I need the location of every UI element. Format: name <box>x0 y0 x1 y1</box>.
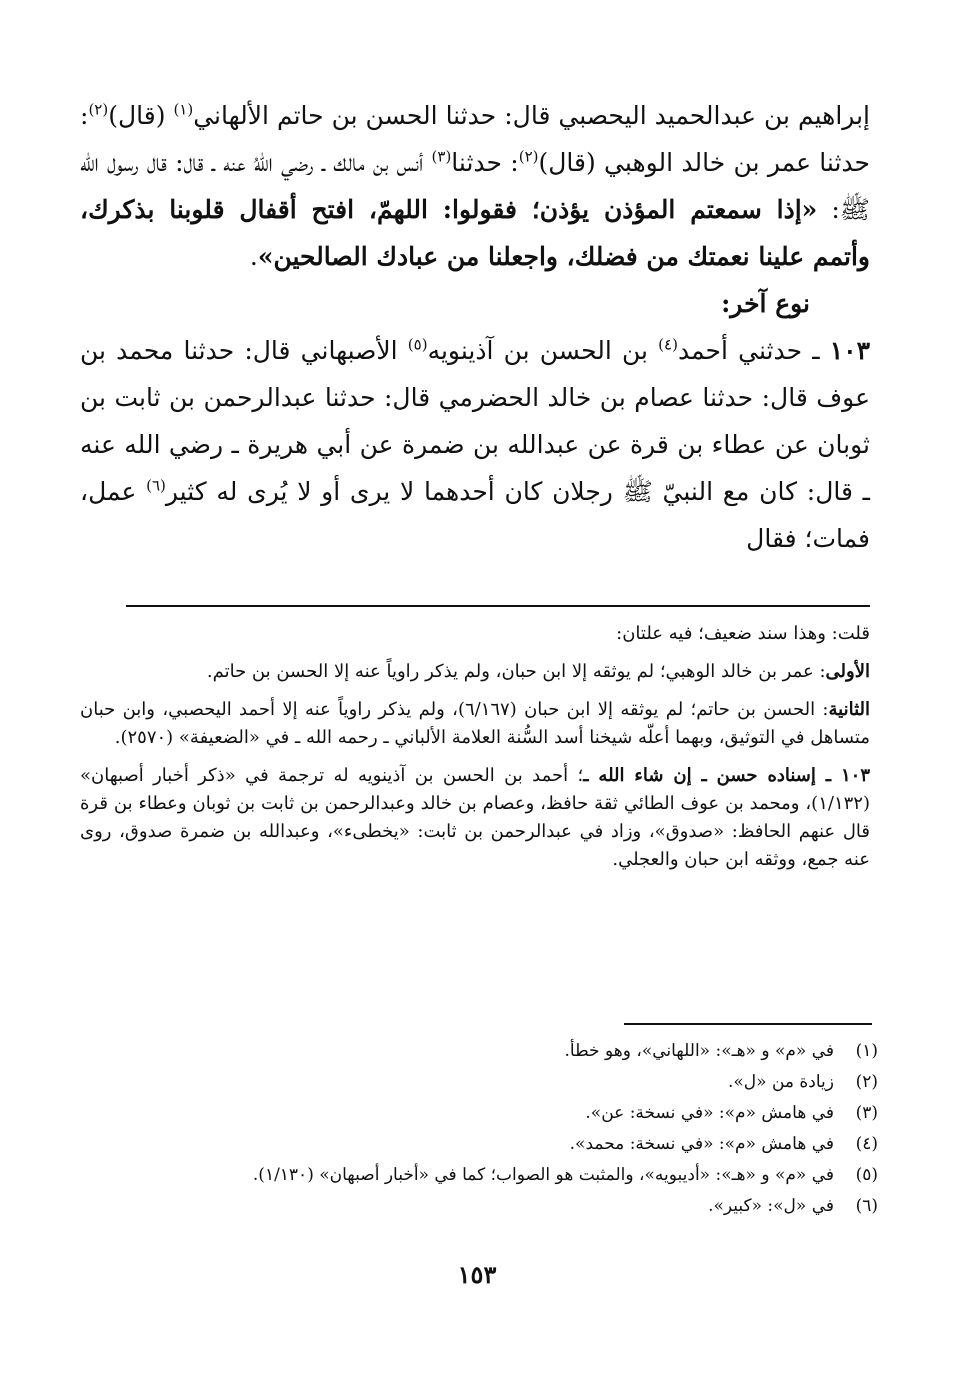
page-number: ١٥٣ <box>457 1260 497 1289</box>
separator-rule <box>126 605 870 607</box>
commentary <box>80 620 870 884</box>
footnote: (٥) في «م» و «هـ»: «أديبويه»، والمثبت هو الصواب؛ كما في «أخبار أصبهان» (١/١٣٠). <box>252 1165 878 1185</box>
footnote: (١) في «م» و «هـ»: «اللهاني»، وهو خطأ. <box>564 1041 878 1061</box>
paragraph-103: ١٠٣ ـ حدثني أحمد$^{(٤)}$ بن الحسن بن آذينويه$^{(٥)}$ الأصبهاني قال: حدثنا محمد بن عوف قال: حدثنا عصام بن خالد الحضرمي قال: حدثنا عبدالرحمن بن ثابت بن ثوبان عن عطاء بن قرة عن عبدالله بن ضمرة عن أبي هريرة ـ رضي الله عنه ـ قال: كان مع النبيّ ﷺ رجلان كان أحدهما لا يرى أو لا يُرى له كثير$^{(٦)}$ عمل، فمات؛ فقال <box>80 335 871 553</box>
footnote: (٢) زيادة من «ل». <box>727 1072 878 1092</box>
footnote-ref[interactable]: (٢) <box>518 147 539 166</box>
footnote-rule <box>624 1023 872 1025</box>
paragraph-102-continuation: إبراهيم بن عبدالحميد اليحصبي قال: حدثنا الحسن بن حاتم الألهاني$^{(١)}$ (قال)$^{(٢)}$: حدثنا عمر بن خالد الوهبي (قال)$^{(٢)}$: حدثنا$^{(٣)}$ أنس بن مالك ـ رضي اللهُ عنه ـ قال: قال رسول الله ﷺ: «إذا سمعتم المؤذن يؤذن؛ فقولوا: اللهمّ، افتح أقفال قلوبنا بذكرك، وأتمم علينا نعمتك من فضلك، واجعلنا من عبادك الصالحين». <box>80 100 870 271</box>
commentary-103: ١٠٣ ـ إسناده حسن ـ إن شاء الله ـ؛ أحمد بن الحسن بن آذينويه له ترجمة في «ذكر أخبار أصبهان» (١/١٣٢)، ومحمد بن عوف الطائي ثقة حافظ، وعصام بن خالد وعبدالرحمن بن ثابت بن ثوبان وعطاء بن قرة قال عنهم الحافظ: «صدوق»، وزاد في عبدالرحمن بن ثابت: «يخطىء»، وعبدالله بن ضمرة صدوق، روى عنه جمع، ووثقه ابن حبان والعجلي. <box>80 765 870 870</box>
footnote: (٣) في هامش «م»: «في نسخة: عن». <box>585 1103 878 1123</box>
footnote: (٦) في «ل»: «كبير». <box>708 1196 878 1216</box>
footnote-ref[interactable]: (٥) <box>407 335 428 354</box>
main-text <box>80 92 870 562</box>
footnote: (٤) في هامش «م»: «في نسخة: محمد». <box>569 1134 878 1154</box>
footnote-ref[interactable]: (٤) <box>658 335 678 354</box>
commentary-second-defect: الثانية: الحسن بن حاتم؛ لم يوثقه إلا ابن حبان (٦/١٦٧)، ولم يذكر راوياً عنه إلا أحمد اليحصبي، وابن حبان متساهل في التوثيق، وبهما أعلّه شيخنا أسد السُّنة العلامة الألباني ـ رحمه الله ـ في «الضعيفة» (٢٥٧٠). <box>80 699 870 748</box>
footnote-ref[interactable]: (٣) <box>431 147 452 166</box>
hadith-number: ١٠٣ <box>829 336 871 365</box>
footnote-ref[interactable]: (١) <box>173 100 194 119</box>
commentary-intro: قلت: وهذا سند ضعيف؛ فيه علتان: <box>616 623 870 644</box>
footnote-ref[interactable]: (٢) <box>88 100 109 119</box>
hadith-text: «إذا سمعتم المؤذن يؤذن؛ فقولوا: اللهمّ، افتح أقفال قلوبنا بذكرك، وأتمم علينا نعمتك من فضلك، واجعلنا من عبادك الصالحين» <box>80 195 870 271</box>
footnotes <box>80 1036 878 1222</box>
footnote-ref[interactable]: (٦) <box>146 476 166 495</box>
commentary-first-defect: الأولى: عمر بن خالد الوهبي؛ لم يوثقه إلا ابن حبان، ولم يذكر راوياً عنه إلا الحسن بن حاتم. <box>206 661 870 682</box>
section-heading: نوع آخر: <box>721 289 810 318</box>
